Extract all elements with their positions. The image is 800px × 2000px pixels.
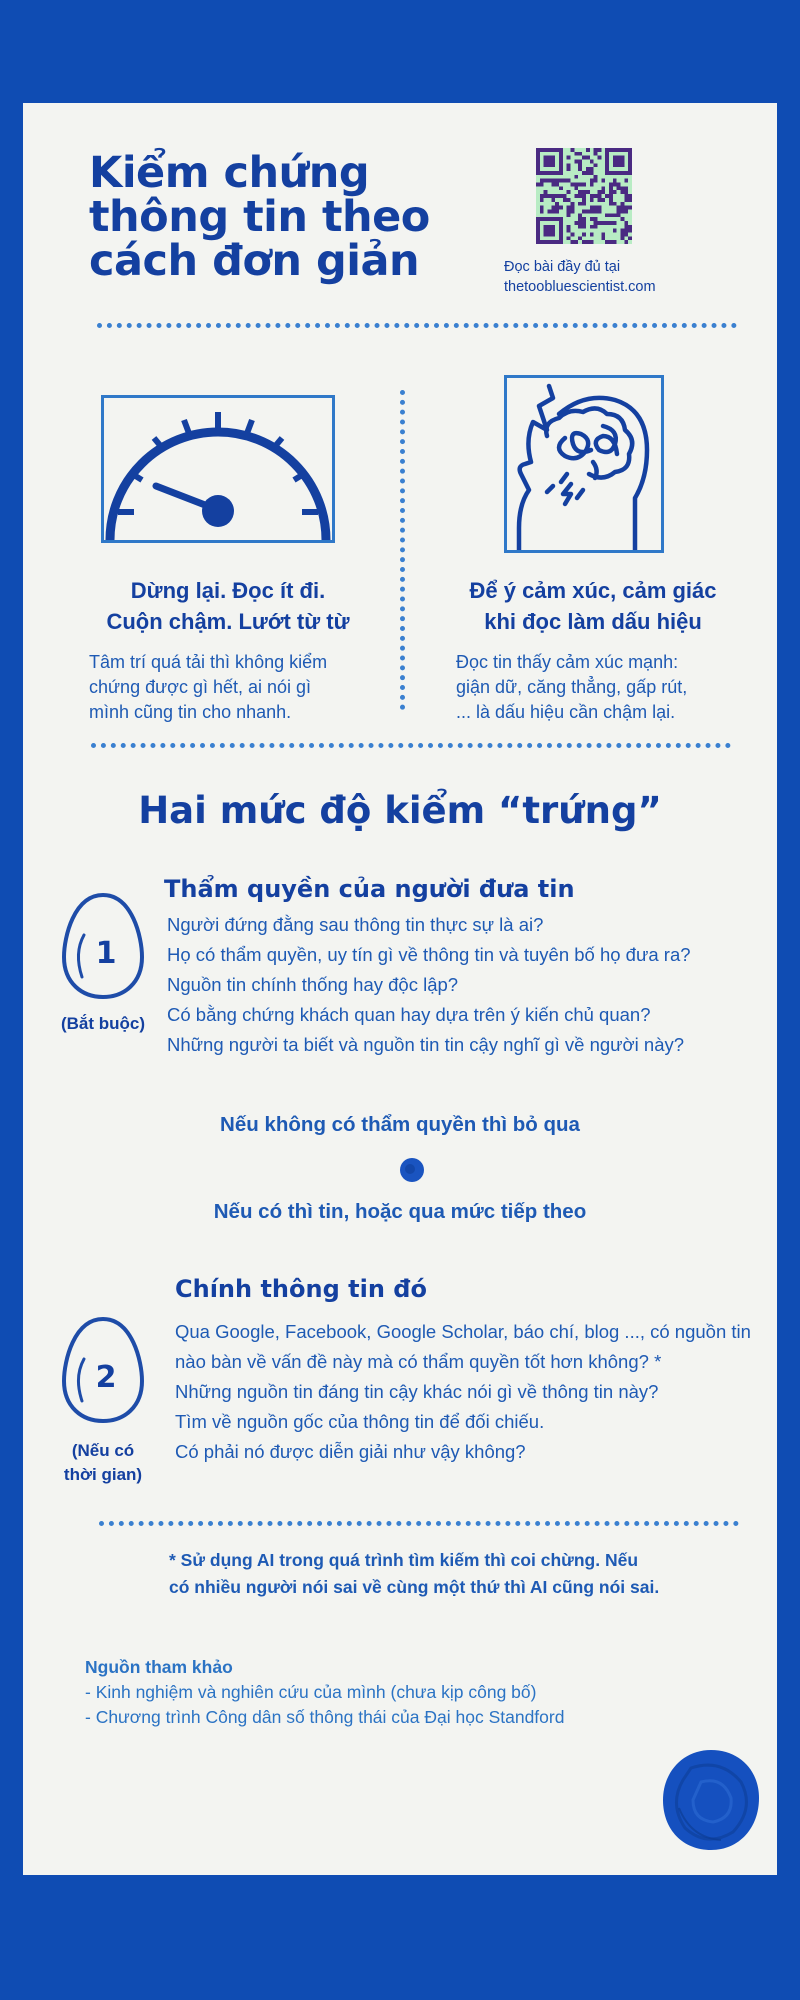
- list-item: Người đứng đằng sau thông tin thực sự là ai?: [167, 914, 544, 935]
- references: [85, 1655, 725, 1730]
- tip-body: [89, 650, 389, 725]
- reference-item: - Kinh nghiệm và nghiên cứu của mình (chưa kịp công bố): [85, 1682, 537, 1702]
- blue-dot-icon: [398, 1156, 426, 1184]
- vertical-dotted-divider: [400, 390, 405, 710]
- decision-continue: Nếu có thì tin, hoặc qua mức tiếp theo: [213, 1200, 587, 1223]
- list-item: Họ có thẩm quyền, uy tín gì về thông tin và tuyên bố họ đưa ra?: [167, 944, 691, 965]
- title-line: Kiểm chứng: [89, 148, 370, 198]
- footnote-line: có nhiều người nói sai về cùng một thứ thì AI cũng nói sai.: [169, 1577, 660, 1597]
- tip-heading: [63, 575, 393, 637]
- blue-blob-icon: [661, 1748, 761, 1852]
- head-frame: [504, 375, 664, 553]
- speedometer-icon: [104, 398, 332, 540]
- tip-body-line: Tâm trí quá tải thì không kiểm: [89, 652, 328, 672]
- tip-body-line: Đọc tin thấy cảm xúc mạnh:: [456, 652, 679, 672]
- ai-footnote: [169, 1547, 729, 1601]
- tip-body: [456, 650, 756, 725]
- speedometer-frame: [101, 395, 335, 543]
- page-title: [89, 148, 469, 286]
- level-number: 1: [95, 936, 117, 971]
- level-heading: Chính thông tin đó: [175, 1275, 427, 1303]
- tip-body-line: chứng được gì hết, ai nói gì: [89, 677, 312, 697]
- tip-heading-line: Để ý cảm xúc, cảm giác: [469, 578, 717, 603]
- level-heading: Thẩm quyền của người đưa tin: [164, 875, 575, 903]
- qr-caption-line: Đọc bài đầy đủ tại: [504, 259, 621, 275]
- tip-heading: [423, 575, 763, 637]
- reference-item: - Chương trình Công dân số thông thái của Đại học Standford: [85, 1707, 565, 1727]
- list-item: Tìm về nguồn gốc của thông tin để đối chiếu.: [175, 1411, 545, 1432]
- level-questions: [167, 910, 777, 1060]
- dotted-divider: [97, 323, 737, 328]
- levels-title: Hai mức độ kiểm “trứng”: [138, 789, 662, 832]
- tip-heading-line: Cuộn chậm. Lướt từ từ: [106, 609, 350, 634]
- dotted-divider: [91, 743, 731, 748]
- title-line: cách đơn giản: [89, 236, 420, 286]
- tip-heading-line: khi đọc làm dấu hiệu: [484, 609, 702, 634]
- references-heading: Nguồn tham khảo: [85, 1657, 233, 1677]
- list-item: Có bằng chứng khách quan hay dựa trên ý kiến chủ quan?: [167, 1004, 651, 1025]
- level-requirement: [41, 1439, 165, 1487]
- level-requirement-line: thời gian): [63, 1465, 143, 1484]
- tip-heading-line: Dừng lại. Đọc ít đi.: [130, 578, 326, 603]
- website-link[interactable]: thetoobluescientist.com: [504, 279, 656, 295]
- tip-body-line: giận dữ, căng thẳng, gấp rút,: [456, 677, 688, 697]
- stressed-head-icon: [507, 378, 661, 550]
- qr-code-icon[interactable]: [536, 148, 632, 244]
- tip-body-line: ... là dấu hiệu cần chậm lại.: [456, 702, 676, 722]
- title-line: thông tin theo: [89, 192, 430, 242]
- list-item: Những nguồn tin đáng tin cậy khác nói gì về thông tin này?: [175, 1381, 659, 1402]
- decision-skip: Nếu không có thẩm quyền thì bỏ qua: [220, 1113, 580, 1136]
- list-item: Những người ta biết và nguồn tin tin cậy nghĩ gì về người này?: [167, 1034, 685, 1055]
- qr-caption: [504, 257, 724, 297]
- dotted-divider: [99, 1521, 739, 1526]
- list-item: Có phải nó được diễn giải như vậy không?: [175, 1441, 526, 1462]
- list-item: Nguồn tin chính thống hay độc lập?: [167, 974, 459, 995]
- egg-icon: [62, 891, 144, 999]
- level-requirement-line: (Nếu có: [71, 1441, 135, 1460]
- level-number: 2: [95, 1360, 117, 1395]
- egg-icon: [62, 1315, 144, 1423]
- tip-body-line: mình cũng tin cho nhanh.: [89, 702, 292, 722]
- level-questions: [175, 1317, 755, 1467]
- infographic-card: [23, 103, 777, 1875]
- list-item: Qua Google, Facebook, Google Scholar, báo chí, blog ..., có nguồn tin nào bàn về vấn đề này mà có thẩm quyền tốt hơn không? *: [175, 1321, 751, 1372]
- level-requirement: (Bắt buộc): [60, 1014, 146, 1033]
- footnote-line: * Sử dụng AI trong quá trình tìm kiếm thì coi chừng. Nếu: [169, 1550, 639, 1570]
